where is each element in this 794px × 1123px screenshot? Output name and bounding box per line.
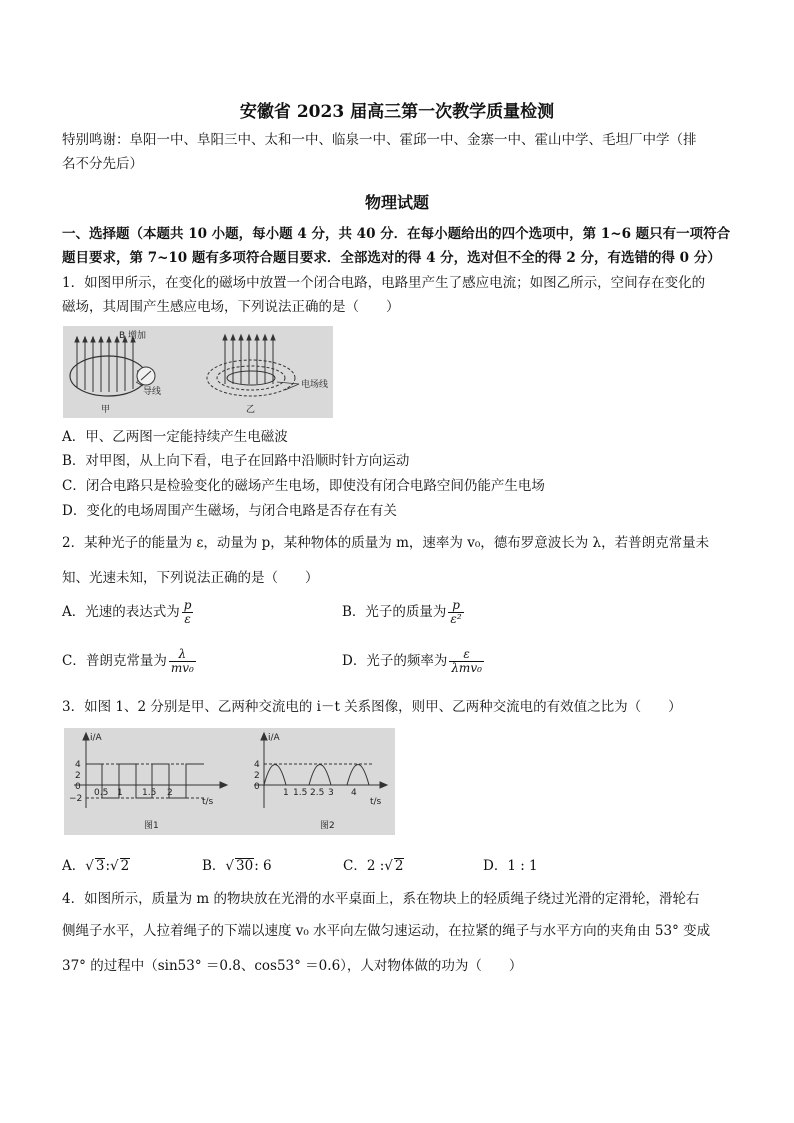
b-increase-label: B 增加 (119, 331, 147, 341)
q4-stem-3: 37° 的过程中（sin53° ＝0.8、cos53° ＝0.6），人对物体做的功为（ ） (62, 958, 523, 974)
q3-figure (64, 728, 395, 835)
fig2-x-tick-1-5: 1.5 (293, 788, 308, 798)
q1-option-d: D．变化的电场周围产生磁场，与闭合电路是否存在有关 (62, 503, 397, 519)
fig1-y-tick-2: 2 (75, 771, 81, 781)
fig1-x-tick-1: 1 (117, 788, 123, 798)
section-instructions-2: 题目要求，第 7~10 题有多项符合题目要求．全部选对的得 4 分，选对但不全的得 2 分，有选错的得 0 分） (62, 250, 721, 266)
q3-option-a: A．√ 3:√ 2 (62, 858, 130, 874)
q3-stem: 3．如图 1、2 分别是甲、乙两种交流电的 i－t 关系图像，则甲、乙两种交流电的有效值之比为（ ） (62, 699, 682, 715)
q2-option-c: C．普朗克常量为 $\frac{\lambda}{\text{mv₀}}$ (62, 647, 194, 675)
q1-option-a: A．甲、乙两图一定能持续产生电磁波 (62, 429, 288, 445)
fig1-y-tick-neg2: −2 (69, 794, 83, 804)
section-instructions-1: 一、选择题（本题共 10 小题，每小题 4 分，共 40 分．在每小题给出的四个选项中，第 1~6 题只有一项符合 (62, 226, 731, 242)
q3-option-c: C．2 :√ 2 (343, 858, 404, 874)
q2-option-a: A．光速的表达式为 $\frac{p}{\varepsilon}$ (62, 598, 192, 626)
q4-stem-2: 侧绳子水平，人拉着绳子的下端以速度 v₀ 水平向左做匀速运动，在拉紧的绳子与水平方向的夹角由 53° 变成 (62, 923, 711, 939)
right-caption: 乙 (246, 405, 256, 415)
fig2-x-tick-3: 3 (328, 788, 334, 798)
fig1-x-tick-2: 2 (167, 788, 173, 798)
q2-stem-1: 2．某种光子的能量为 ε，动量为 p，某种物体的质量为 m，速率为 v₀，德布罗意波长为 λ，若普朗克常量未 (62, 535, 710, 551)
left-caption: 甲 (101, 405, 111, 415)
fig2-y-label: i/A (268, 733, 280, 743)
q1-option-b: B．对甲图，从上向下看，电子在回路中沿顺时针方向运动 (62, 453, 410, 469)
fig1-x-tick-0-5: 0.5 (94, 788, 109, 798)
fig1-caption: 图1 (144, 821, 159, 831)
fig2-caption: 图2 (320, 821, 335, 831)
q2-option-d: D．光子的频率为 $\frac{\varepsilon}{\text{λmv₀}}$ (342, 647, 482, 675)
field-line-label: 电场线 (301, 380, 329, 390)
q3-option-b: B．√ 30: 6 (202, 858, 272, 874)
q1-stem-1: 1．如图甲所示，在变化的磁场中放置一个闭合电路，电路里产生了感应电流；如图乙所示，空间存在变化的 (62, 275, 706, 291)
q1-figure (63, 326, 333, 418)
wire-label: 导线 (143, 387, 162, 397)
fig1-y-label: i/A (90, 733, 102, 743)
subject-title: 物理试题 (364, 193, 429, 212)
exam-title: 安徽省 2023 届高三第一次教学质量检测 (239, 102, 555, 122)
fig1-y-tick-4: 4 (75, 760, 81, 770)
q3-option-d: D．1 : 1 (483, 858, 538, 874)
q1-stem-2: 磁场，其周围产生感应电场，下列说法正确的是（ ） (62, 299, 400, 315)
q2-option-b: B．光子的质量为 $\frac{p}{\text{ε²}}$ (342, 598, 462, 626)
q4-stem-1: 4．如图所示，质量为 m 的物块放在光滑的水平桌面上，系在物块上的轻质绳子绕过光滑的定滑轮，滑轮右 (62, 891, 700, 907)
fig2-x-label: t/s (370, 797, 382, 807)
fig1-x-tick-1-5: 1.5 (142, 788, 157, 798)
q1-option-c: C．闭合电路只是检验变化的磁场产生电场，即使没有闭合电路空间仍能产生电场 (62, 478, 545, 494)
fig2-x-tick-4: 4 (351, 788, 357, 798)
fig2-y-tick-0: 0 (254, 782, 260, 792)
thanks-line-2: 名不分先后） (62, 156, 143, 172)
q2-stem-2: 知、光速未知，下列说法正确的是（ ） (62, 570, 319, 586)
fig2-x-tick-1: 1 (283, 788, 289, 798)
thanks-line-1: 特别鸣谢：阜阳一中、阜阳三中、太和一中、临泉一中、霍邱一中、金寨一中、霍山中学、毛坦厂中学（排 (62, 132, 697, 148)
fig2-x-tick-2-5: 2.5 (310, 788, 325, 798)
fig2-y-tick-4: 4 (254, 760, 260, 770)
fig1-y-tick-0: 0 (75, 782, 81, 792)
fig1-x-label: t/s (202, 797, 214, 807)
fig2-y-tick-2: 2 (254, 771, 260, 781)
